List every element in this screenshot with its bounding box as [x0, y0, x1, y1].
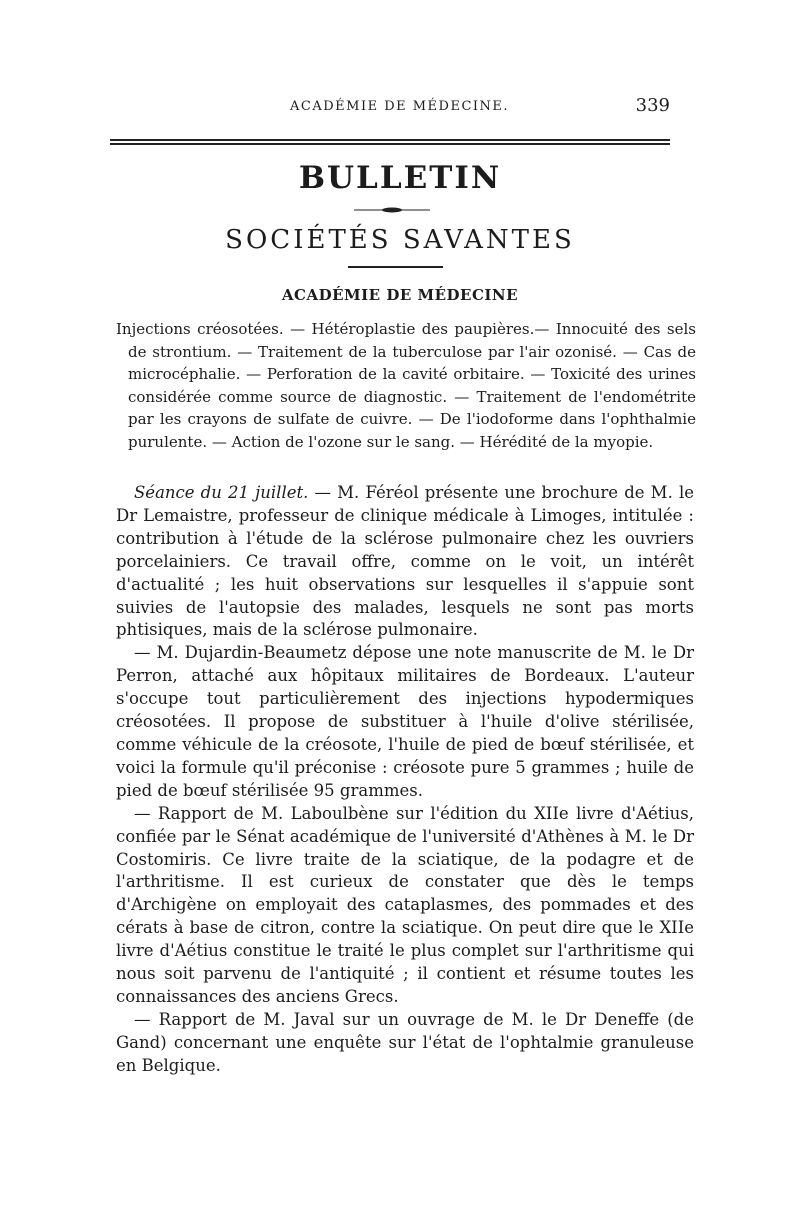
- running-title: ACADÉMIE DE MÉDECINE.: [290, 99, 510, 114]
- ornament-divider: [352, 207, 432, 213]
- paragraph-seance: [116, 482, 694, 642]
- running-header: [110, 95, 670, 119]
- body-text: [116, 482, 694, 1078]
- page-number: 339: [635, 95, 670, 116]
- seance-date: Séance du 21 juillet.: [134, 483, 309, 502]
- paragraph-dujardin: — M. Dujardin-Beaumetz dépose une note manuscrite de M. le Dr Perron, attaché aux hôpitaux militaires de Bordeaux. L'auteur s'occupe tout particulièrement des injections hypodermiques créosotées. Il propose de substituer à l'huile d'olive stérilisée, comme véhicule de la créosote, l'huile de pied de bœuf stérilisée, et voici la formule qu'il préconise : créosote pure 5 grammes ; huile de pied de bœuf stérilisée 95 grammes.: [116, 643, 694, 800]
- header-double-rule: [110, 139, 670, 145]
- section-rule: [348, 266, 443, 268]
- summary-paragraph: Injections créosotées. — Hétéroplastie des paupières.— Innocuité des sels de strontium. — Traitement de la tuberculose par l'air ozonisé. — Cas de microcéphalie. — Perforation de la cavité orbitaire. — Toxicité des urines considérée comme source de diagnostic. — Traitement de l'endométrite par les crayons de sulfate de cuivre. — De l'iodoforme dans l'ophthalmie purulente. — Action de l'ozone sur le sang. — Hérédité de la myopie.: [116, 320, 696, 451]
- societes-savantes-title: SOCIÉTÉS SAVANTES: [225, 225, 575, 255]
- paragraph-javal: — Rapport de M. Javal sur un ouvrage de M. le Dr Deneffe (de Gand) concernant une enquête sur l'état de l'ophtalmie granuleuse en Belgique.: [116, 1009, 694, 1075]
- paragraph-feréol: — M. Féréol présente une brochure de M. le Dr Lemaistre, professeur de clinique médicale à Limoges, intitulée : contribution à l'étude de la sclérose pulmonaire chez les ouvriers porcelainiers. Ce travail offre, comme on le voit, un intérêt d'actualité ; les huit observations sur lesquelles il s'appuie sont suivies de l'autopsie des malades, lesquels ne sont pas morts phtisiques, mais de la sclérose pulmonaire.: [116, 483, 695, 640]
- bulletin-title: BULLETIN: [298, 160, 502, 196]
- paragraph-laboulbene: — Rapport de M. Laboulbène sur l'édition du XIIe livre d'Aétius, confiée par le Sénat académique de l'université d'Athènes à M. le Dr Costomiris. Ce livre traite de la sciatique, de la podagre et de l'arthritisme. Il est curieux de constater que dès le temps d'Archigène on employait des cataplasmes, des pommades et des cérats à base de citron, contre la sciatique. On peut dire que le XIIe livre d'Aétius constitue le traité le plus complet sur l'arthritisme qui nous soit parvenu de l'antiquité ; il contient et résume toutes les connaissances des anciens Grecs.: [116, 803, 694, 1006]
- academie-title: ACADÉMIE DE MÉDECINE: [281, 286, 519, 304]
